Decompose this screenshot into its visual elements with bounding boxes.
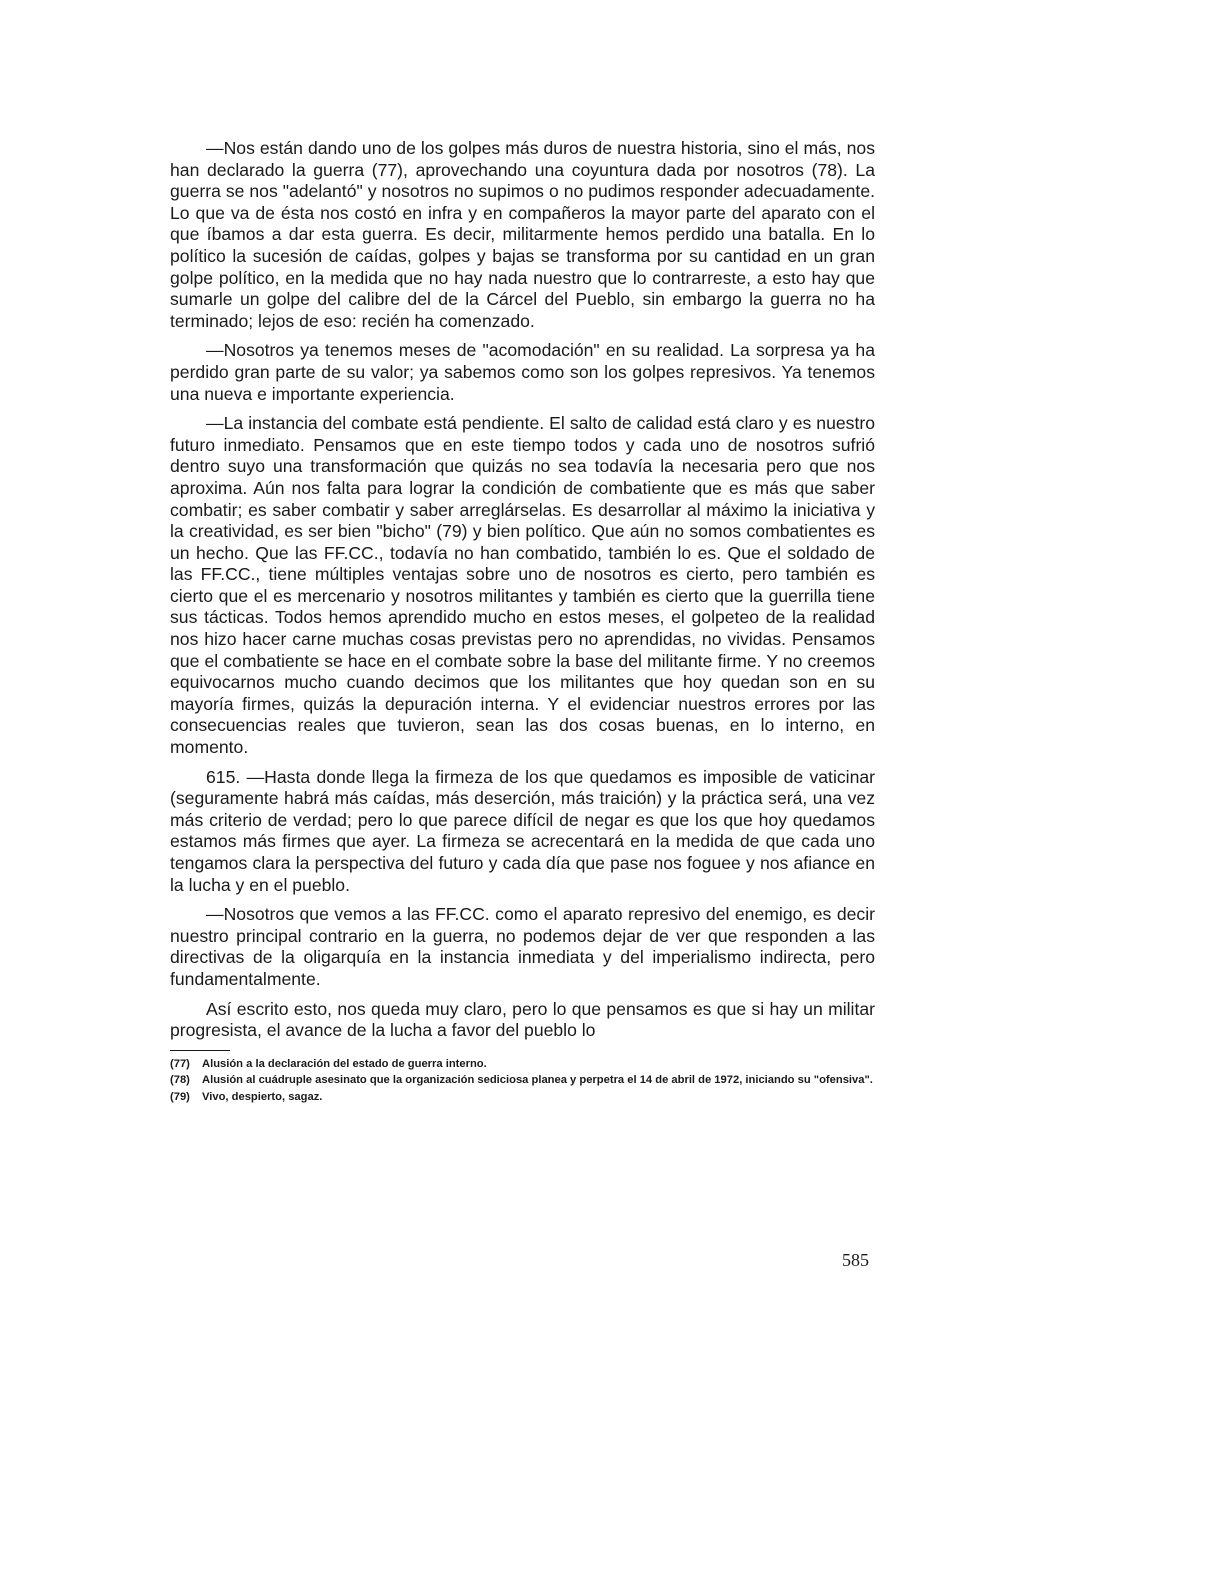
footnote [170, 1090, 875, 1105]
footnote [170, 1057, 875, 1072]
paragraph: —Nosotros ya tenemos meses de "acomodación" en su realidad. La sorpresa ya ha perdido gran parte de su valor; ya sabemos como son los golpes represivos. Ya tenemos una nueva e importante experiencia. [170, 340, 875, 404]
page-content [170, 138, 875, 1107]
paragraph: —La instancia del combate está pendiente. El salto de calidad está claro y es nuestro futuro inmediato. Pensamos que en este tiempo todos y cada uno de nosotros sufrió dentro suyo una transformación que quizás no sea todavía la necesaria pero que nos aproxima. Aún nos falta para lograr la condición de combatiente que es más que saber combatir; es saber combatir y saber arreglárselas. Es desarrollar al máximo la iniciativa y la creatividad, es ser bien "bicho" (79) y bien político. Que aún no somos combatientes es un hecho. Que las FF.CC., todavía no han combatido, también lo es. Que el soldado de las FF.CC., tiene múltiples ventajas sobre uno de nosotros es cierto, pero también es cierto que el es mercenario y nosotros militantes y también es cierto que la guerrilla tiene sus tácticas. Todos hemos aprendido mucho en estos meses, el golpeteo de la realidad nos hizo hacer carne muchas cosas previstas pero no aprendidas, no vividas. Pensamos que el combatiente se hace en el combate sobre la base del militante firme. Y no creemos equivocarnos mucho cuando decimos que los militantes que hoy quedan son en su mayoría firmes, quizás la depuración interna. Y el evidenciar nuestros errores por las consecuencias reales que tuvieron, sean las dos cosas buenas, en lo interno, en momento. [170, 413, 875, 758]
paragraph: Así escrito esto, nos queda muy claro, pero lo que pensamos es que si hay un militar progresista, el avance de la lucha a favor del pueblo lo [170, 998, 875, 1041]
paragraph: 615. —Hasta donde llega la firmeza de los que quedamos es imposible de vaticinar (seguramente habrá más caídas, más deserción, más traición) y la práctica será, una vez más criterio de verdad; pero lo que parece difícil de negar es que los que hoy quedamos estamos más firmes que ayer. La firmeza se acrecentará en la medida de que cada uno tengamos clara la perspectiva del futuro y cada día que pase nos foguee y nos afiance en la lucha y en el pueblo. [170, 766, 875, 895]
footnote-text: Alusión al cuádruple asesinato que la organización sediciosa planea y perpetra el 14 de abril de 1972, iniciando su "ofensiva". [202, 1074, 873, 1087]
paragraph: —Nosotros que vemos a las FF.CC. como el aparato represivo del enemigo, es decir nuestro principal contrario en la guerra, no podemos dejar de ver que responden a las directivas de la oligarquía en la instancia inmediata y del imperialismo indirecta, pero fundamentalmente. [170, 904, 875, 989]
paragraph: —Nos están dando uno de los golpes más duros de nuestra historia, sino el más, nos han declarado la guerra (77), aprovechando una coyuntura dada por nosotros (78). La guerra se nos "adelantó" y nosotros no supimos o no pudimos responder adecuadamente. Lo que va de ésta nos costó en infra y en compañeros la mayor parte del aparato con el que íbamos a dar esta guerra. Es decir, militarmente hemos perdido una batalla. En lo político la sucesión de caídas, golpes y bajas se transforma por su cantidad en un gran golpe político, en la medida que no hay nada nuestro que lo contrarreste, a esto hay que sumarle un golpe del calibre del de la Cárcel del Pueblo, sin embargo la guerra no ha terminado; lejos de eso: recién ha comenzado. [170, 138, 875, 331]
footnote-text: Alusión a la declaración del estado de guerra interno. [202, 1057, 487, 1070]
footnote-number: (78) [170, 1074, 190, 1087]
footnote-number: (77) [170, 1057, 190, 1070]
footnote [170, 1073, 875, 1088]
footnote-text: Vivo, despierto, sagaz. [202, 1090, 323, 1103]
page-number: 585 [842, 1250, 869, 1270]
footnote-number: (79) [170, 1090, 190, 1103]
body-text [170, 138, 875, 1042]
footnote-divider [170, 1050, 230, 1051]
footnotes [170, 1057, 875, 1105]
